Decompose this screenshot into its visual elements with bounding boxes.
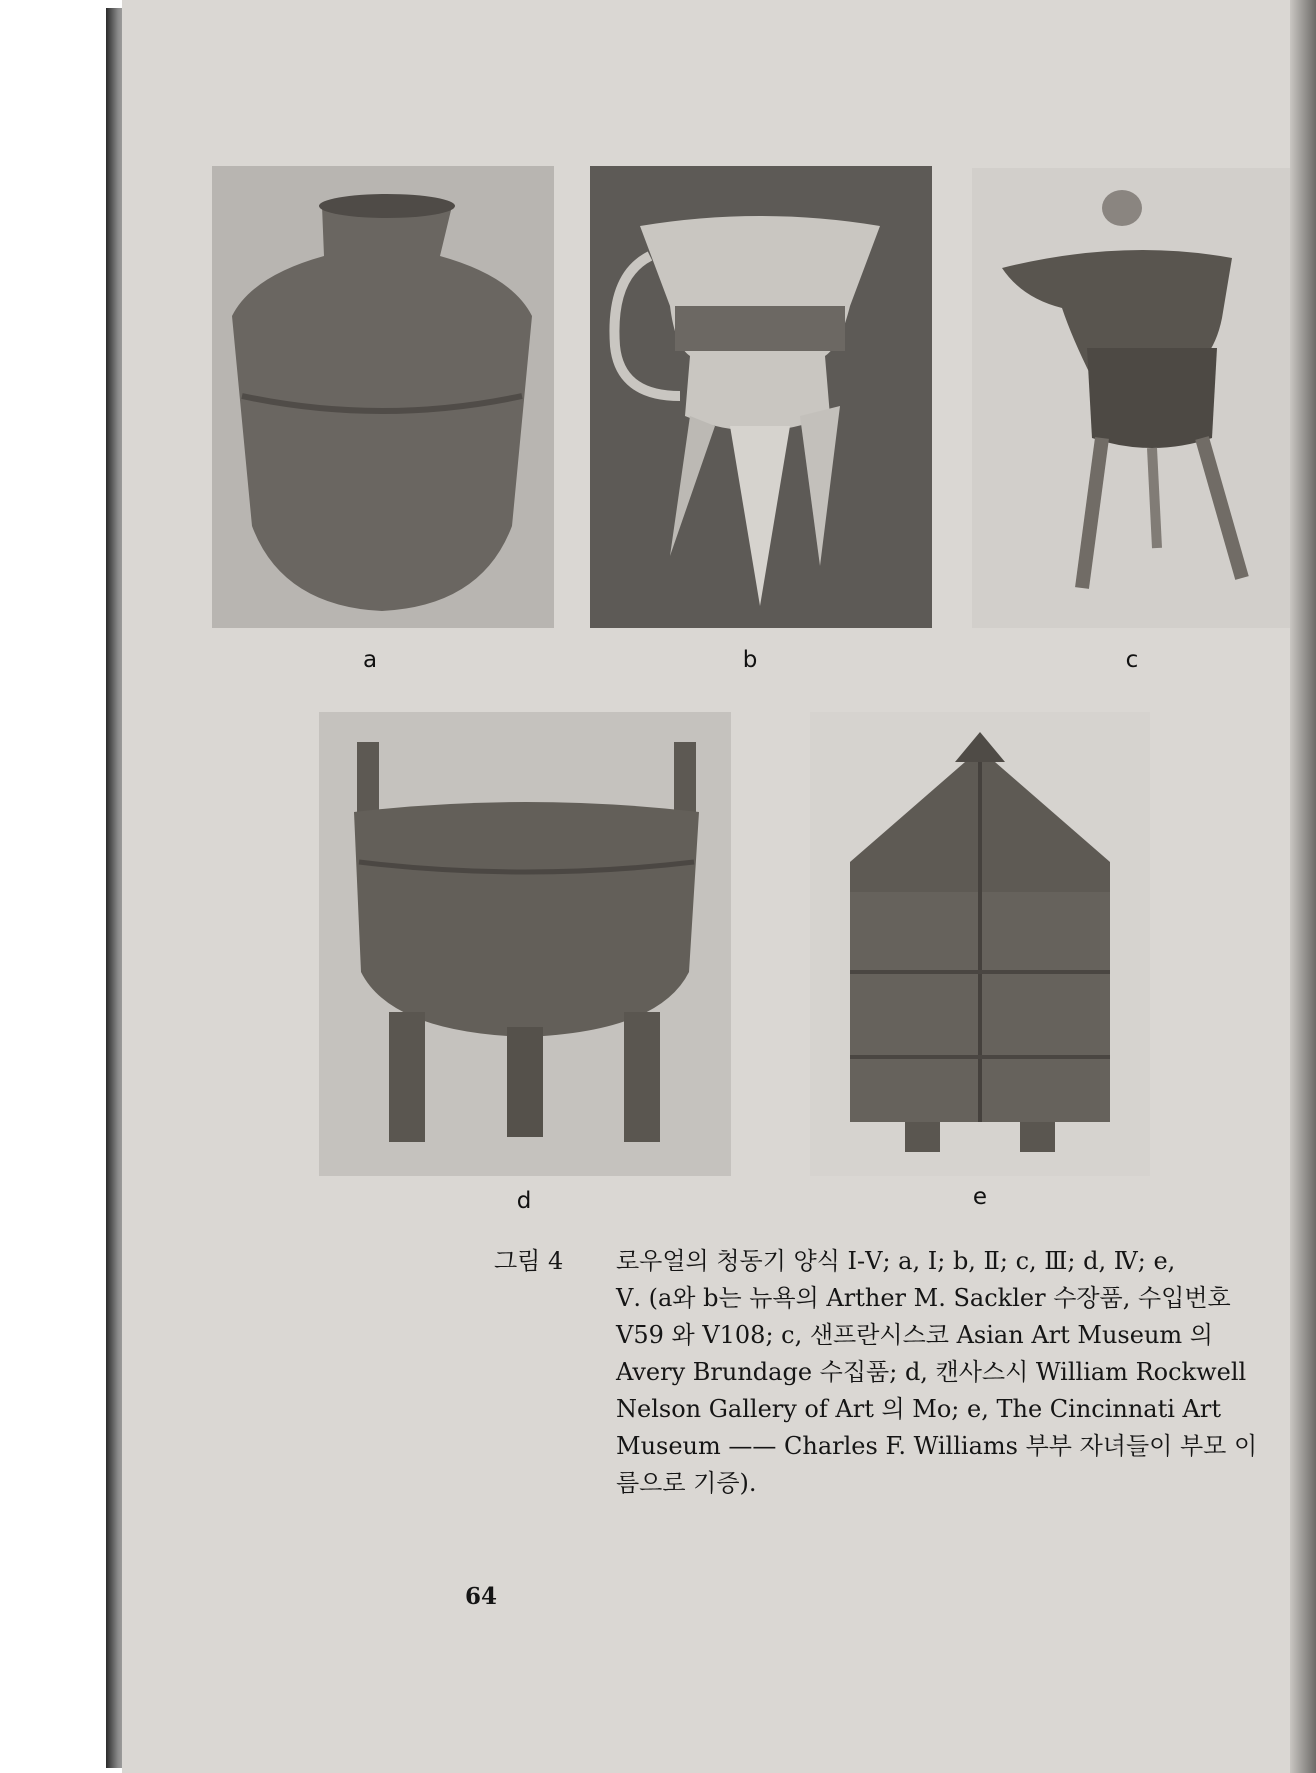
panel-label-d: d: [516, 1188, 532, 1214]
caption-line: 로우얼의 청동기 양식 Ⅰ-Ⅴ; a, Ⅰ; b, Ⅱ; c, Ⅲ; d, Ⅳ; e,: [616, 1247, 1176, 1275]
bronze-ding-illustration: [319, 712, 731, 1176]
scan-edge-right: [1290, 0, 1316, 1773]
photo-panel-c: [972, 168, 1292, 628]
figure-number: 그림 4: [494, 1247, 564, 1275]
panel-label-c: c: [1125, 647, 1139, 673]
panel-label-b: b: [742, 647, 758, 673]
caption-line: 름으로 기증).: [616, 1469, 757, 1497]
bronze-jar-illustration: [212, 166, 554, 628]
caption-line: Ⅴ. (a와 b는 뉴욕의 Arther M. Sackler 수장품, 수입번호: [616, 1284, 1231, 1312]
photo-panel-a: [212, 166, 554, 628]
caption-line: V59 와 V108; c, 샌프란시스코 Asian Art Museum 의: [616, 1321, 1213, 1349]
photo-panel-d: [319, 712, 731, 1176]
panel-label-e: e: [972, 1184, 988, 1210]
bronze-fangyi-illustration: [810, 712, 1150, 1176]
caption-line: Nelson Gallery of Art 의 Mo; e, The Cincinnati Art: [616, 1395, 1222, 1423]
photo-panel-e: [810, 712, 1150, 1176]
bronze-spouted-jue-illustration: [972, 168, 1292, 628]
caption-line: Museum —— Charles F. Williams 부부 자녀들이 부모 이: [616, 1432, 1258, 1460]
bronze-jue-illustration: [590, 166, 932, 628]
caption-line: Avery Brundage 수집품; d, 캔사스시 William Rockwell: [616, 1358, 1247, 1386]
panel-label-a: a: [362, 647, 378, 673]
photo-panel-b: [590, 166, 932, 628]
book-page: [122, 0, 1292, 1773]
page-number: 64: [465, 1583, 498, 1610]
